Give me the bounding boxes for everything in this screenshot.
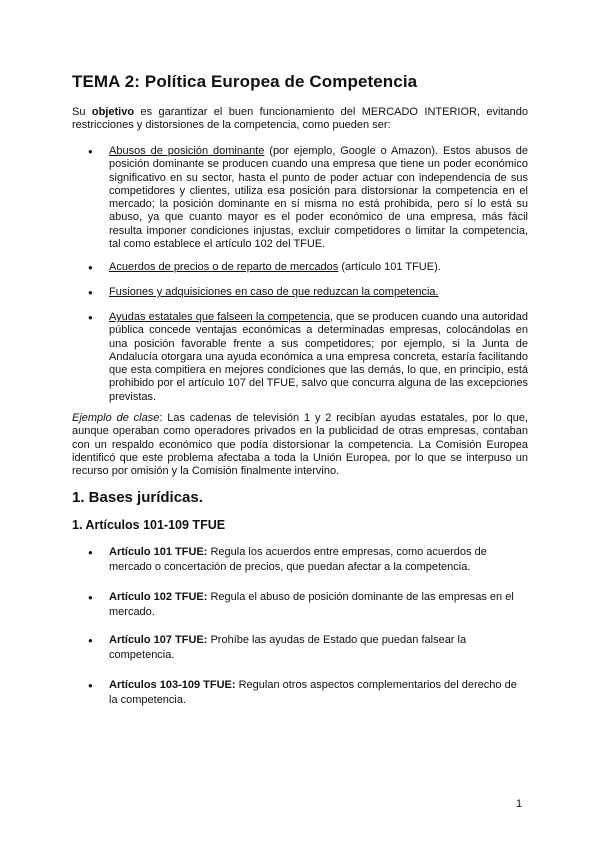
article-label: Artículos 103-109 TFUE:	[109, 679, 236, 691]
bullet-list-4	[72, 311, 528, 404]
bullet-underlined-text: Ayudas estatales que falseen la competencia	[109, 311, 330, 323]
article-text: Regulan otros aspectos complementarios del derecho de la competencia.	[109, 679, 517, 706]
article-label: Artículo 107 TFUE:	[109, 634, 208, 646]
bullet-text: (por ejemplo, Google o Amazon). Estos abusos de posición dominante se producen cuando una empresa que tiene un poder económico significativo en su sector, hasta el punto de poder actuar con independencia de sus competidores y clientes, utiliza esa posición para distorsionar la competencia en el mercado; la posición dominante en sí misma no está prohibida, pero sí lo está su abuso, ya que cuanto mayor es el poder económico de una empresa, más fácil resulta imponer condiciones injustas, excluir competidores o limitar la competencia, tal como establece el artículo 102 del TFUE.	[109, 145, 529, 251]
bullet-text: (artículo 101 TFUE).	[338, 261, 441, 273]
bullet-text: , que se producen cuando una autoridad pública concede ventajas económicas a determinadas empresas, colocándolas en una posición favorable frente a sus competidores; por ejemplo, si la Junta de Andalucía otorgara una ayuda económica a una empresa concreta, estaría facilitando que esta compitiera en mejores condiciones que las demás, lo que, en principio, está prohibido por el artículo 107 del TFUE, salvo que concurra alguna de las excepciones previstas.	[109, 311, 528, 403]
example-label: Ejemplo de clase	[72, 412, 160, 424]
bullet-underlined-text: Acuerdos de precios o de reparto de mercados	[109, 261, 339, 273]
subsection-heading: 1. Artículos 101-109 TFUE	[72, 518, 226, 532]
article-list-2	[72, 590, 528, 620]
article-label: Artículo 102 TFUE:	[109, 591, 208, 603]
intro-rest: es garantizar el buen funcionamiento del MERCADO INTERIOR, evitando restricciones y distorsiones de la competencia, como pueden ser:	[72, 106, 529, 132]
bullet-underlined-text: Fusiones y adquisiciones en caso de que reduzcan la competencia.	[109, 286, 439, 298]
bullet-list-3	[72, 286, 528, 299]
article-label: Artículo 101 TFUE:	[109, 546, 208, 558]
bullet-underlined-text: Abusos de posición dominante	[109, 145, 265, 157]
bullet-item	[72, 286, 528, 299]
article-text: Regula el abuso de posición dominante de las empresas en el mercado.	[109, 591, 514, 618]
bullet-list-1	[72, 145, 528, 251]
article-text: Prohíbe las ayudas de Estado que puedan falsear la competencia.	[109, 634, 467, 661]
bullet-list-2	[72, 261, 528, 274]
intro-lead: Su	[72, 106, 92, 118]
article-list-4	[72, 678, 528, 708]
article-list-1	[72, 545, 528, 575]
bullet-item	[72, 311, 528, 404]
article-item	[72, 633, 528, 663]
section-heading: 1. Bases jurídicas.	[72, 489, 203, 506]
intro-bold-word: objetivo	[91, 106, 135, 118]
bullet-item	[72, 261, 528, 274]
bullet-item	[72, 145, 528, 251]
example-paragraph	[72, 412, 528, 478]
intro-paragraph	[72, 106, 528, 133]
article-item	[72, 590, 528, 620]
article-item	[72, 545, 528, 575]
page-title: TEMA 2: Política Europea de Competencia	[72, 72, 418, 91]
article-list-3	[72, 633, 528, 663]
example-text: : Las cadenas de televisión 1 y 2 recibían ayudas estatales, por lo que, aunque operaban como operadores privados en la publicidad de otras empresas, contaban con un respaldo económico que podía distorsionar la competencia. La Comisión Europea identificó que este problema afectaba a toda la Unión Europea, por lo que se interpuso un recurso por omisión y la Comisión finalmente intervino.	[72, 412, 528, 478]
page-number: 1	[516, 798, 523, 810]
article-item	[72, 678, 528, 708]
article-text: Regula los acuerdos entre empresas, como acuerdos de mercado o concertación de precios, que puedan afectar a la competencia.	[109, 546, 487, 573]
